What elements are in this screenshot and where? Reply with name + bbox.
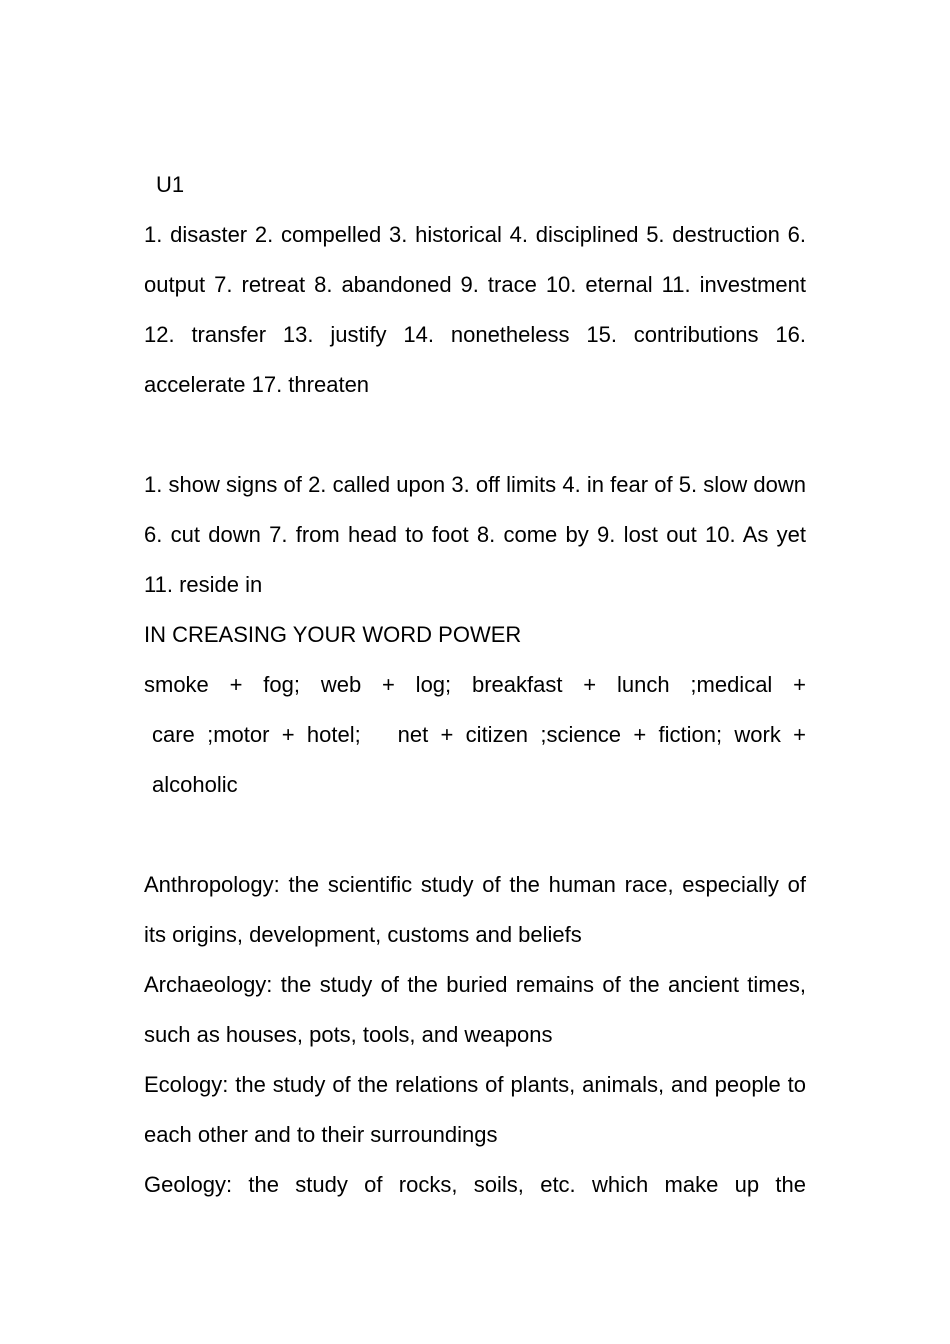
word-blends [144,660,806,810]
blends-line-3: alcoholic [152,772,238,797]
blends-line-1: smoke + fog; web + log; breakfast + lunch ;medical + [144,672,806,697]
spacer [144,810,806,860]
word-power-heading: IN CREASING YOUR WORD POWER [144,622,522,647]
unit-title: U1 [156,172,185,197]
spacer [144,410,806,460]
document-page [144,160,806,1210]
vocabulary-answers: 1. disaster 2. compelled 3. historical 4. disciplined 5. destruction 6. output 7. retreat 8. abandoned 9. trace 10. eternal 11. investment 12. transfer 13. justify 14. nonetheless 15. contributions 16. accelerate 17. threaten [144,222,806,397]
definition-geology: Geology: the study of rocks, soils, etc. which make up the [144,1172,806,1197]
blends-line-2: care ;motor + hotel; net + citizen ;science + fiction; work + [152,722,806,747]
phrase-answers: 1. show signs of 2. called upon 3. off limits 4. in fear of 5. slow down 6. cut down 7. from head to foot 8. come by 9. lost out 10. As yet 11. reside in [144,472,806,597]
definition-anthropology: Anthropology: the scientific study of the human race, especially of its origins, development, customs and beliefs [144,872,806,947]
definition-archaeology: Archaeology: the study of the buried remains of the ancient times, such as houses, pots, tools, and weapons [144,972,806,1047]
definition-ecology: Ecology: the study of the relations of plants, animals, and people to each other and to their surroundings [144,1072,806,1147]
